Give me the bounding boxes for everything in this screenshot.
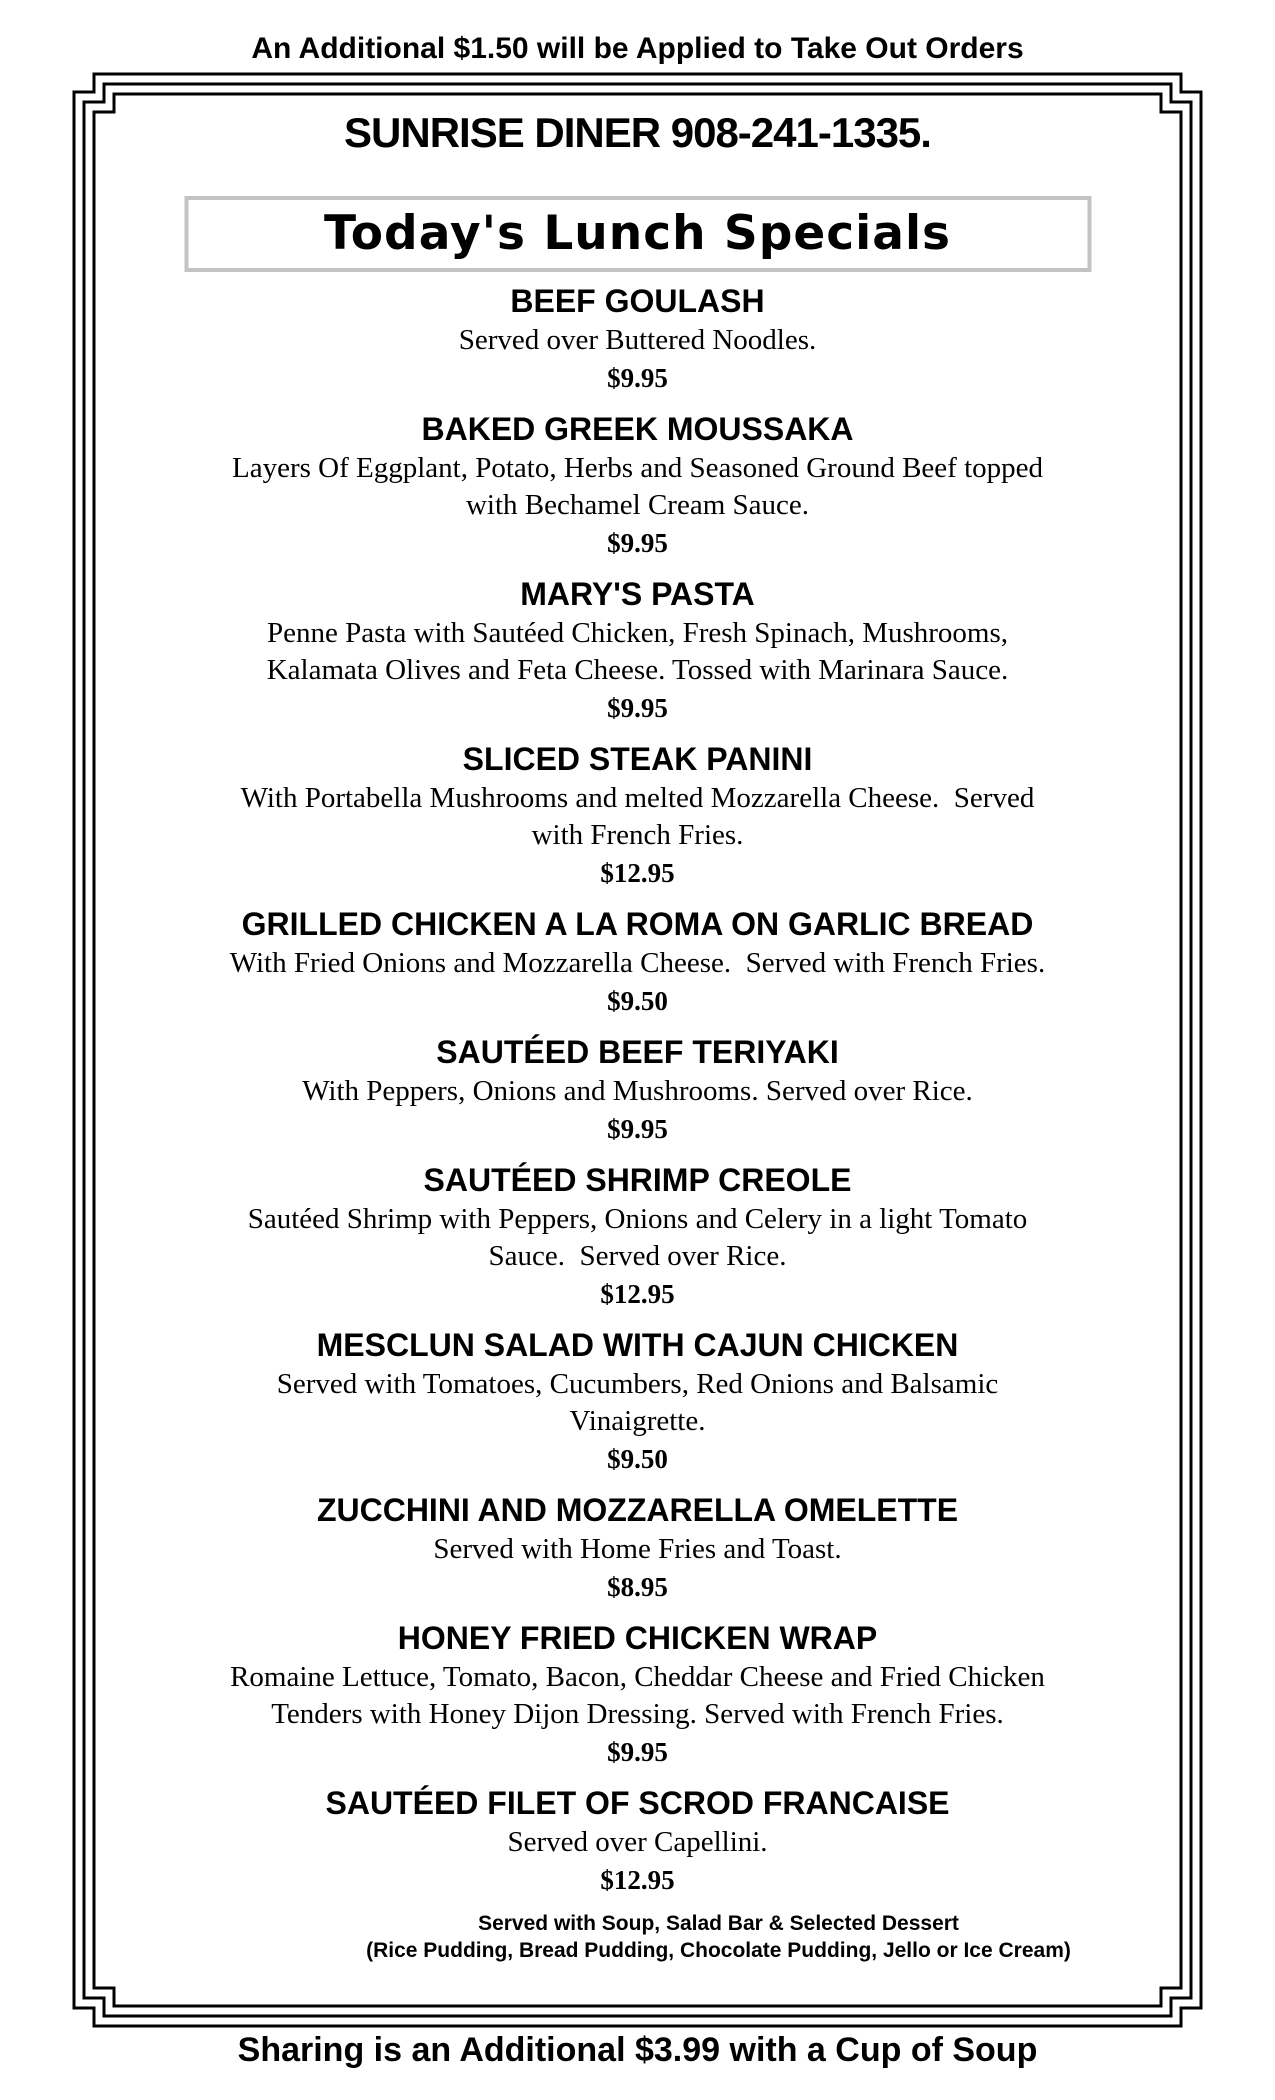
- menu-item-sauteed-beef-teriyaki: [0, 1031, 1275, 1148]
- menu-item-description: [0, 322, 1275, 359]
- description-line: Kalamata Olives and Feta Cheese. Tossed with Marinara Sauce.: [266, 654, 1009, 686]
- menu-item-name: HONEY FRIED CHICKEN WRAP: [397, 1620, 878, 1656]
- menu-item-name: SAUTÉED FILET OF SCROD FRANCAISE: [325, 1785, 950, 1821]
- menu-item-name: SAUTÉED SHRIMP CREOLE: [423, 1162, 852, 1198]
- menu-item-name: BEEF GOULASH: [510, 283, 765, 319]
- description-line: Tenders with Honey Dijon Dressing. Served with French Fries.: [271, 1698, 1004, 1730]
- menu-item-name: MESCLUN SALAD WITH CAJUN CHICKEN: [316, 1327, 959, 1363]
- included-sides-note: [0, 1910, 1275, 1964]
- description-line: Served with Tomatoes, Cucumbers, Red Onions and Balsamic: [276, 1368, 999, 1400]
- menu-item-description: [0, 450, 1275, 524]
- description-line: Served over Buttered Noodles.: [458, 324, 817, 356]
- menu-item-name: GRILLED CHICKEN A LA ROMA ON GARLIC BREAD: [241, 906, 1034, 942]
- description-line: Sauce. Served over Rice.: [488, 1240, 787, 1272]
- menu-item-honey-fried-chicken-wrap: [0, 1617, 1275, 1771]
- menu-title-box: [184, 196, 1091, 272]
- menu-item-price: $12.95: [600, 858, 675, 888]
- menu-item-name: MARY'S PASTA: [520, 576, 755, 612]
- menu-item-beef-goulash: [0, 280, 1275, 397]
- menu-item-marys-pasta: [0, 573, 1275, 727]
- menu-item-description: [0, 1073, 1275, 1110]
- takeout-notice: An Additional $1.50 will be Applied to Take Out Orders: [251, 32, 1024, 65]
- menu-item-description: [0, 1659, 1275, 1733]
- menu-item-price: $12.95: [600, 1279, 675, 1309]
- menu-item-description: [0, 1366, 1275, 1440]
- menu-items-list: [0, 280, 1275, 1964]
- description-line: With Peppers, Onions and Mushrooms. Served over Rice.: [302, 1075, 973, 1107]
- menu-item-sauteed-shrimp-creole: [0, 1159, 1275, 1313]
- menu-item-price: $9.95: [607, 528, 668, 558]
- description-line: Romaine Lettuce, Tomato, Bacon, Cheddar Cheese and Fried Chicken: [230, 1661, 1045, 1693]
- included-sides-line1: Served with Soup, Salad Bar & Selected Dessert: [478, 1912, 959, 1935]
- included-sides-line2: (Rice Pudding, Bread Pudding, Chocolate Pudding, Jello or Ice Cream): [366, 1939, 1071, 1962]
- menu-item-price: $9.50: [607, 986, 668, 1016]
- description-line: With Fried Onions and Mozzarella Cheese. Served with French Fries.: [229, 947, 1046, 979]
- menu-item-name: SLICED STEAK PANINI: [462, 741, 813, 777]
- description-line: Layers Of Eggplant, Potato, Herbs and Seasoned Ground Beef topped: [232, 452, 1043, 484]
- menu-item-price: $12.95: [600, 1865, 675, 1895]
- menu-item-name: BAKED GREEK MOUSSAKA: [421, 411, 854, 447]
- sharing-notice: Sharing is an Additional $3.99 with a Cup of Soup: [237, 2031, 1038, 2069]
- menu-item-price: $9.95: [607, 363, 668, 393]
- menu-item-description: [0, 780, 1275, 854]
- menu-item-sliced-steak-panini: [0, 738, 1275, 892]
- description-line: With Portabella Mushrooms and melted Mozzarella Cheese. Served: [240, 782, 1035, 814]
- menu-item-scrod-francaise: [0, 1782, 1275, 1899]
- menu-item-description: [0, 1531, 1275, 1568]
- menu-title: Today's Lunch Specials: [323, 206, 952, 261]
- menu-item-price: $9.95: [607, 693, 668, 723]
- menu-item-price: $8.95: [607, 1572, 668, 1602]
- description-line: with Bechamel Cream Sauce.: [465, 489, 810, 521]
- description-line: with French Fries.: [531, 819, 744, 851]
- description-line: Vinaigrette.: [569, 1405, 706, 1437]
- menu-item-description: [0, 1824, 1275, 1861]
- menu-item-description: [0, 615, 1275, 689]
- menu-item-description: [0, 945, 1275, 982]
- menu-item-description: [0, 1201, 1275, 1275]
- menu-item-name: ZUCCHINI AND MOZZARELLA OMELETTE: [316, 1492, 959, 1528]
- restaurant-title: SUNRISE DINER 908-241-1335.: [344, 109, 931, 156]
- menu-item-price: $9.50: [607, 1444, 668, 1474]
- menu-item-mesclun-salad: [0, 1324, 1275, 1478]
- menu-item-price: $9.95: [607, 1737, 668, 1767]
- menu-item-zucchini-omelette: [0, 1489, 1275, 1606]
- menu-item-name: SAUTÉED BEEF TERIYAKI: [436, 1034, 839, 1070]
- description-line: Served with Home Fries and Toast.: [433, 1533, 842, 1565]
- description-line: Served over Capellini.: [507, 1826, 768, 1858]
- description-line: Penne Pasta with Sautéed Chicken, Fresh Spinach, Mushrooms,: [266, 617, 1009, 649]
- description-line: Sautéed Shrimp with Peppers, Onions and Celery in a light Tomato: [247, 1203, 1028, 1235]
- menu-item-baked-greek-moussaka: [0, 408, 1275, 562]
- menu-item-price: $9.95: [607, 1114, 668, 1144]
- menu-item-grilled-chicken-a-la-roma: [0, 903, 1275, 1020]
